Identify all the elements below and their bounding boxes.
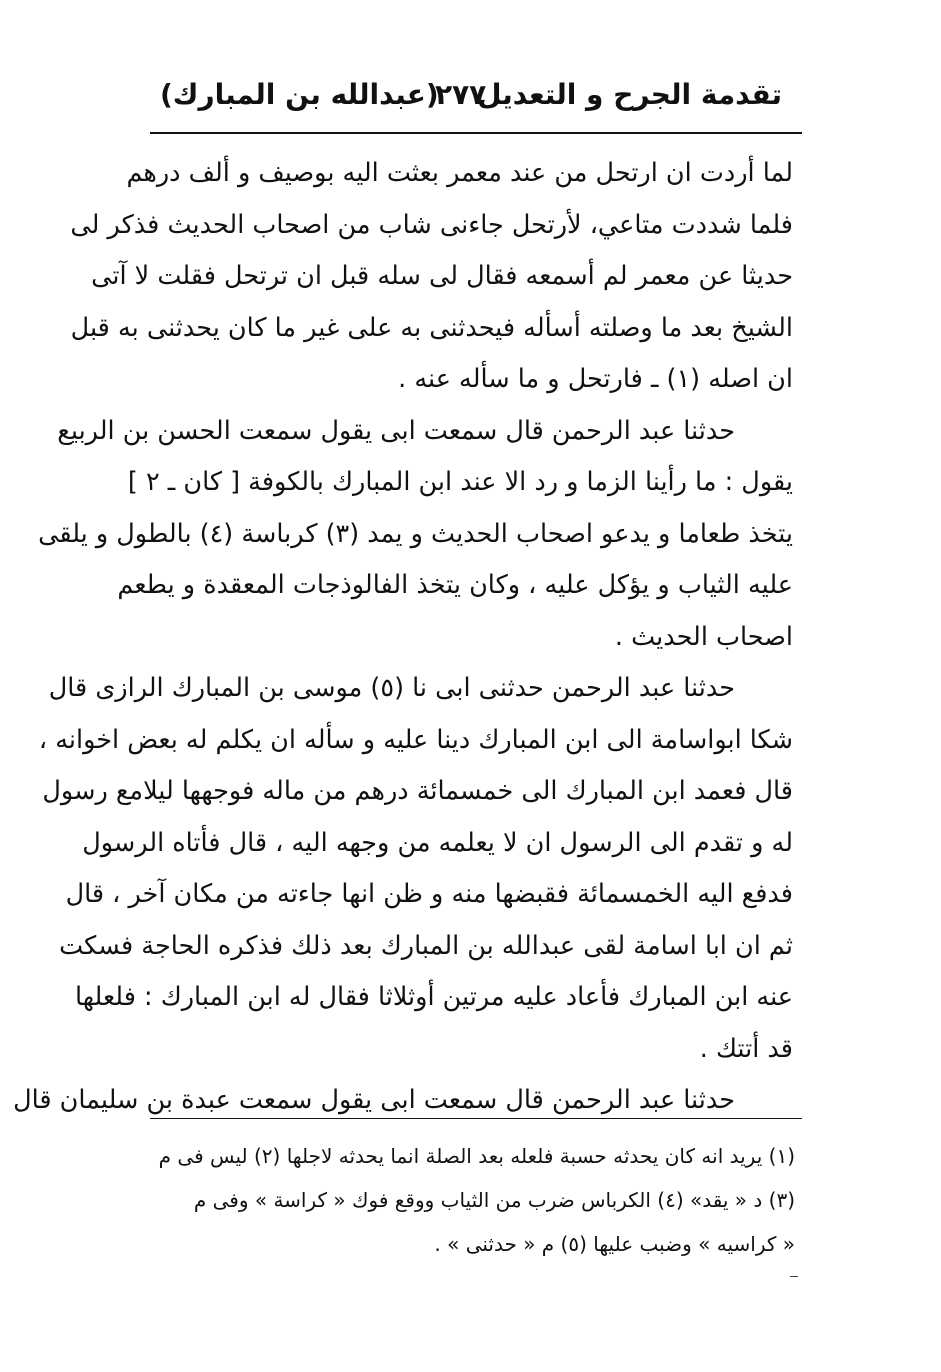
main-text: [13, 148, 793, 1127]
section-title: (عبدالله بن المبارك): [160, 78, 439, 111]
text-line: الشيخ بعد ما وصلته أسأله فيحدثنى به على غير ما كان يحدثنى به قبل: [70, 312, 793, 343]
header-rule: [150, 132, 802, 134]
text-line: ثم ان ابا اسامة لقى عبدالله بن المبارك بعد ذلك فذكره الحاجة فسكت: [59, 930, 793, 961]
text-line: حدثنا عبد الرحمن حدثنى ابى نا (٥) موسى بن المبارك الرازى قال: [48, 673, 735, 703]
text-line: شكا ابواسامة الى ابن المبارك دينا عليه و سأله ان يكلم له بعض اخوانه ،: [38, 724, 793, 755]
text-line: اصحاب الحديث .: [614, 621, 793, 652]
footnote-line: « كراسيه » وضبب عليها (٥) م « حدثنى » .: [434, 1232, 795, 1256]
text-line: له و تقدم الى الرسول ان لا يعلمه من وجهه اليه ، قال فأتاه الرسول: [82, 827, 793, 858]
footnote-rule: [150, 1118, 802, 1119]
text-line: ان اصله (١) ـ فارتحل و ما سأله عنه .: [398, 364, 793, 394]
text-line: يتخذ طعاما و يدعو اصحاب الحديث و يمد (٣) كرباسة (٤) بالطول و يلقى: [38, 518, 793, 549]
text-line: عليه الثياب و يؤكل عليه ، وكان يتخذ الفالوذجات المعقدة و يطعم: [117, 570, 793, 600]
text-line: حدثنا عبد الرحمن قال سمعت ابى يقول سمعت عبدة بن سليمان قال: [13, 1085, 735, 1115]
book-title: تقدمة الجرح و التعديل: [477, 78, 782, 111]
page-number: ٢٧٧: [435, 78, 487, 111]
text-line: يقول : ما رأينا الزما و رد الا عند ابن المبارك بالكوفة [ كان ـ ٢ ]: [127, 467, 793, 497]
paragraph-1: [70, 148, 793, 406]
footnote-line: (١) يريد انه كان يحدثه حسبة فلعله بعد الصلة انما يحدثه لاجلها (٢) ليس فى م: [158, 1144, 795, 1168]
text-line: قال فعمد ابن المبارك الى خمسمائة درهم من ماله فوجهها ليلامع رسول: [42, 776, 793, 806]
text-line: حديثا عن معمر لم أسمعه فقال لى سله قبل ان ترتحل فقلت لا آتى: [91, 261, 793, 291]
footnotes: [150, 1134, 795, 1266]
print-mark: [790, 1276, 798, 1277]
running-header: [150, 78, 800, 126]
text-line: حدثنا عبد الرحمن قال سمعت ابى يقول سمعت الحسن بن الربيع: [57, 415, 735, 446]
text-line: فلما شددت متاعي، لأرتحل جاءنى شاب من اصحاب الحديث فذكر لى: [70, 209, 793, 240]
paragraph-3: [38, 663, 793, 1075]
text-line: لما أردت ان ارتحل من عند معمر بعثت اليه بوصيف و ألف درهم: [126, 158, 793, 188]
footnote-line: (٣) د « يقد» (٤) الكرباس ضرب من الثياب ووقع فوك « كراسة » وفى م: [193, 1188, 795, 1212]
text-line: قد أتتك .: [699, 1033, 793, 1064]
paragraph-2: [38, 406, 793, 664]
text-line: فدفع اليه الخمسمائة فقبضها منه و ظن انها جاءته من مكان آخر ، قال: [65, 879, 793, 909]
text-line: عنه ابن المبارك فأعاد عليه مرتين أوثلاثا فقال له ابن المبارك : فلعلها: [75, 982, 793, 1012]
